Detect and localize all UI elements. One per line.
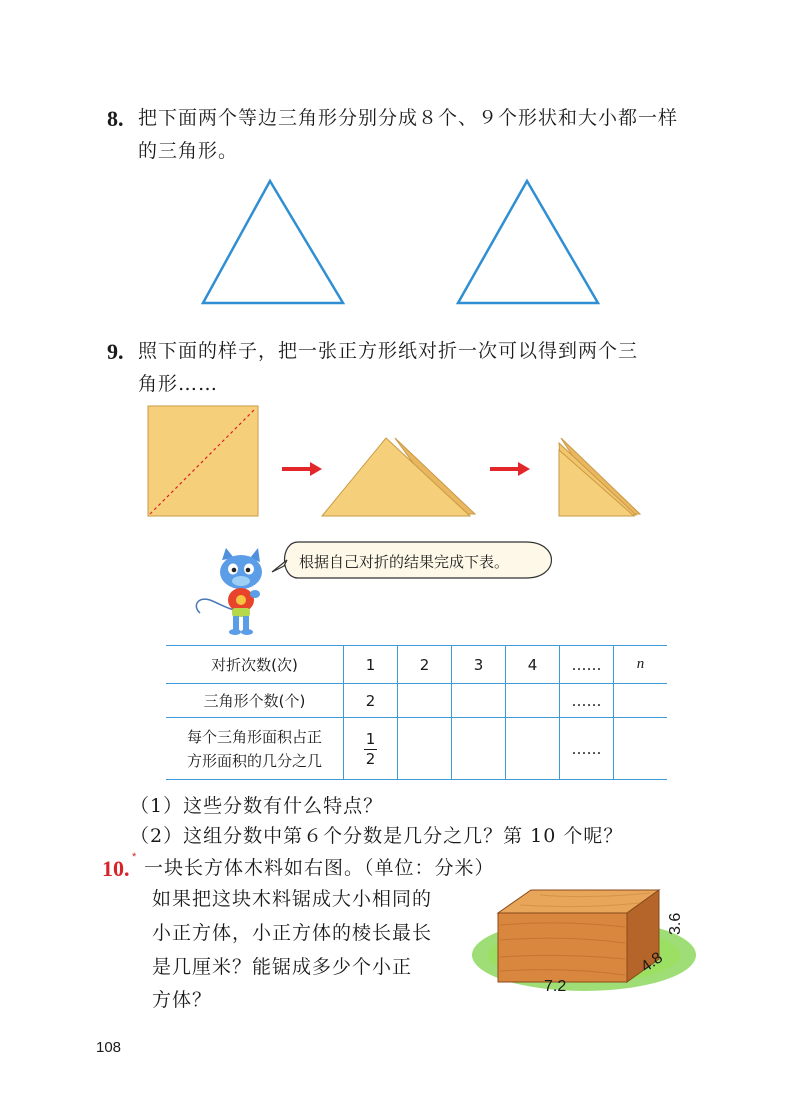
question-9-sub-2: （2）这组分数中第６个分数是几分之几？第 10 个呢？ [130, 825, 624, 847]
length-label: 7.2 [544, 978, 567, 995]
question-9-number: 9. [107, 339, 124, 364]
question-9-sub-1: （1）这些分数有什么特点？ [130, 795, 384, 817]
question-8-number: 8. [107, 106, 124, 131]
table-row [166, 684, 667, 718]
question-9-line-1: 照下面的样子，把一张正方形纸对折一次可以得到两个三 [138, 340, 639, 362]
table-row [166, 718, 667, 780]
fraction-one-half [364, 731, 377, 768]
table-cell: …… [560, 684, 614, 718]
speech-bubble-text: 根据自己对折的结果完成下表。 [299, 553, 510, 571]
question-10-number: 10. [102, 856, 130, 881]
question-10-line-3: 小正方体，小正方体的棱长最长 [152, 922, 433, 944]
table-cell: …… [560, 646, 614, 684]
question-8-line-1: 把下面两个等边三角形分别分成８个、９个形状和大小都一样 [138, 107, 679, 129]
height-label: 3.6 [667, 912, 684, 935]
table-cell [452, 684, 506, 718]
table-cell: …… [560, 718, 614, 780]
table-cell [614, 684, 668, 718]
cat-mascot [192, 548, 282, 640]
table-cell: 3 [452, 646, 506, 684]
wooden-block-illustration [470, 885, 700, 1005]
question-10-line-4: 是几厘米？能锯成多少个小正 [152, 956, 413, 978]
table-cell: 2 [398, 646, 452, 684]
wooden-cuboid [498, 890, 659, 982]
fraction-numerator: 1 [365, 729, 376, 748]
arrow-right-icon [282, 462, 322, 476]
question-10-line-2: 如果把这块木料锯成大小相同的 [152, 888, 433, 910]
table-cell [506, 718, 560, 780]
folded-once-triangle [322, 438, 475, 516]
equilateral-triangle-right [450, 175, 610, 310]
challenge-star-icon: * [132, 851, 137, 863]
table-cell [398, 718, 452, 780]
table-cell [398, 684, 452, 718]
table-row [166, 646, 667, 684]
table-header-triangle-count: 三角形个数(个) [166, 684, 344, 718]
page-number: 108 [96, 1039, 122, 1056]
question-10-line-5: 方体？ [152, 989, 213, 1011]
folded-twice-triangle [559, 438, 640, 516]
area-fraction-header-line-2: 方形面积的几分之几 [186, 751, 322, 770]
equilateral-triangle-left [195, 175, 355, 310]
fraction-denominator: 2 [365, 749, 376, 768]
width-label: 4.8 [638, 949, 666, 976]
table-cell [452, 718, 506, 780]
area-fraction-header-line-1: 每个三角形面积占正 [186, 727, 322, 746]
table-header-area-fraction [166, 718, 344, 780]
table-cell: 4 [506, 646, 560, 684]
arrow-right-icon [490, 462, 530, 476]
table-cell [344, 718, 398, 780]
question-8-line-2: 的三角形。 [138, 140, 239, 162]
table-cell: 2 [344, 684, 398, 718]
table-cell: 1 [344, 646, 398, 684]
paper-folding-illustration [140, 398, 660, 523]
table-cell [614, 718, 668, 780]
question-10-line-1: 一块长方体木料如右图。（单位：分米） [144, 857, 495, 879]
fold-table [166, 645, 667, 780]
table-cell [506, 684, 560, 718]
square-paper [148, 406, 258, 516]
question-9-line-2: 角形…… [138, 373, 219, 395]
table-header-fold-count: 对折次数(次) [166, 646, 344, 684]
table-cell: n [614, 646, 668, 684]
